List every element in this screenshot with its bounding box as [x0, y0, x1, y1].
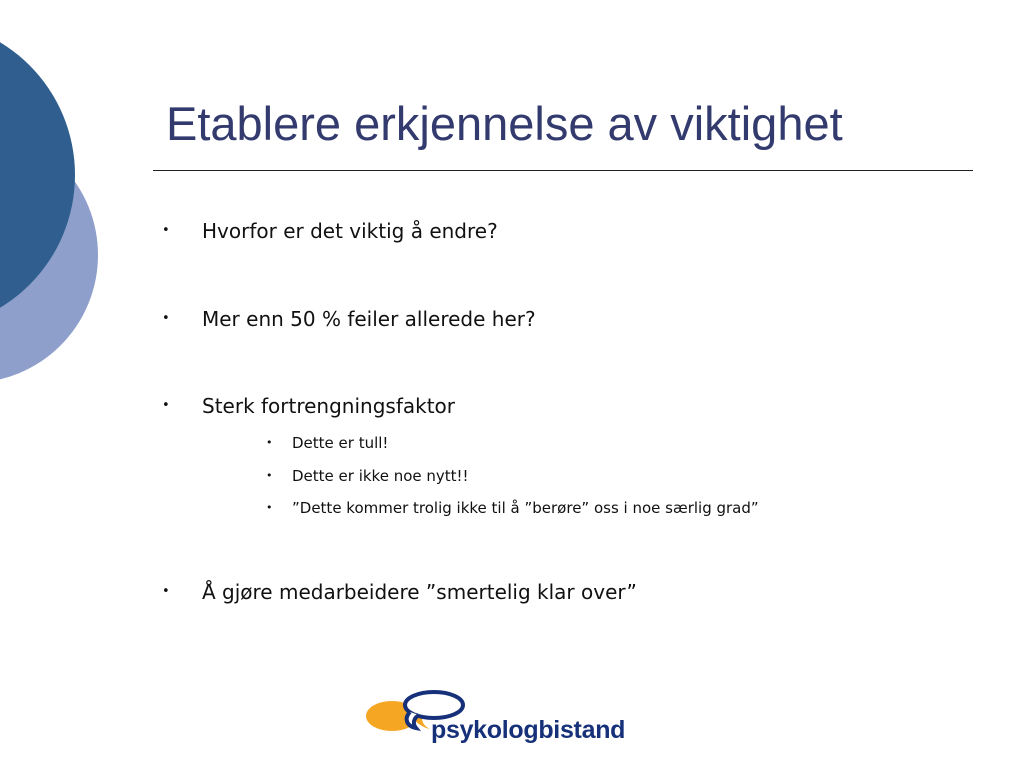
- bullet-text: Sterk fortrengningsfaktor: [202, 394, 456, 418]
- sub-bullet-text: Dette er tull!: [292, 434, 389, 452]
- decorative-circles: [0, 0, 110, 420]
- bullet-text: Hvorfor er det viktig å endre?: [202, 219, 498, 243]
- sub-bullet-text: Dette er ikke noe nytt!!: [292, 467, 469, 485]
- logo-wordmark: psykologbistand: [431, 716, 626, 744]
- bullet-marker: •: [162, 584, 170, 599]
- bullet-marker: •: [162, 398, 170, 413]
- bullet-marker: •: [162, 311, 170, 326]
- title-divider: [153, 170, 973, 171]
- sub-bullet-marker: •: [266, 436, 273, 449]
- sub-bullet-marker: •: [266, 501, 273, 514]
- bullet-marker: •: [162, 223, 170, 238]
- bullet-text: Å gjøre medarbeidere ”smertelig klar over”: [202, 580, 637, 604]
- bullet-text: Mer enn 50 % feiler allerede her?: [202, 307, 536, 331]
- sub-bullet-marker: •: [266, 469, 273, 482]
- slide-title: Etablere erkjennelse av viktighet: [166, 97, 843, 150]
- sub-bullet-text: ”Dette kommer trolig ikke til å ”berøre” oss i noe særlig grad”: [292, 499, 759, 517]
